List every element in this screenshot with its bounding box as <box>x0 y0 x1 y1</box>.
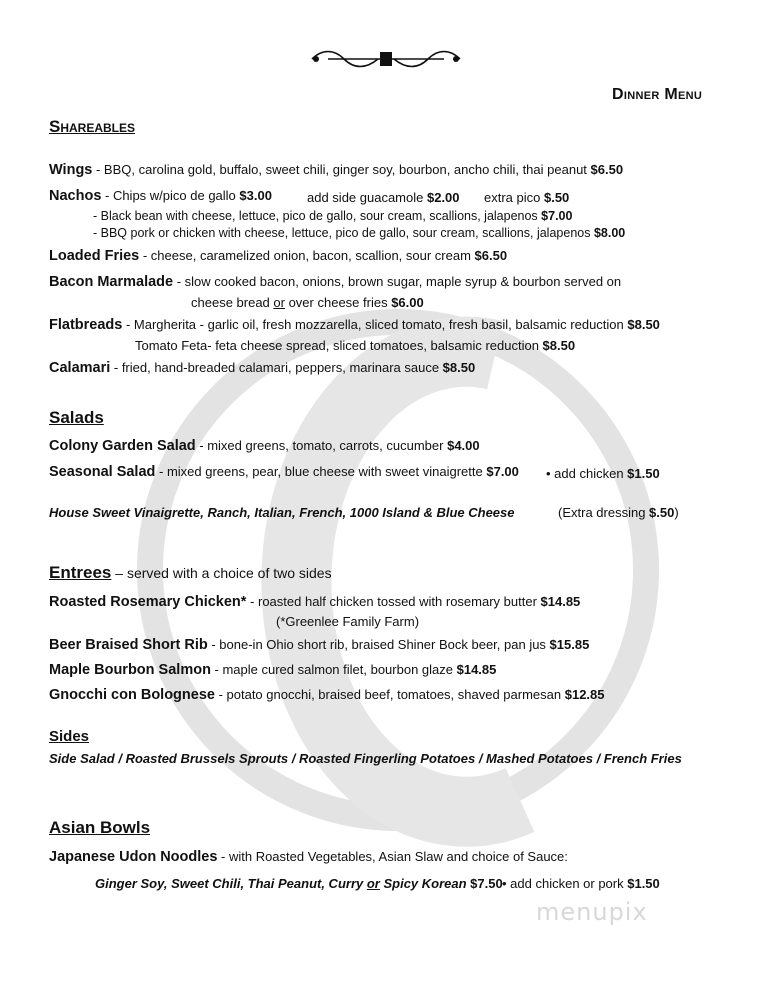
menu-item-loaded-fries <box>49 248 507 264</box>
item-desc: - mixed greens, pear, blue cheese with sweet vinaigrette <box>155 464 487 479</box>
menu-item-wings <box>49 162 623 178</box>
desc-part: over cheese fries <box>284 295 392 310</box>
item-name: Maple Bourbon Salmon <box>49 662 211 678</box>
addon-label: • add chicken <box>546 466 628 481</box>
nachos-guac <box>307 190 460 205</box>
item-price: $7.50 <box>470 876 503 891</box>
bbq-price: $8.00 <box>593 226 626 240</box>
item-desc: - Chips w/pico de gallo <box>101 188 240 203</box>
item-name: Gnocchi con Bolognese <box>49 687 215 703</box>
item-name: Bacon Marmalade <box>49 274 174 290</box>
item-name: Wings <box>49 162 93 178</box>
item-desc: - mixed greens, tomato, carrots, cucumber <box>195 438 448 453</box>
sauces-or: or <box>366 876 380 891</box>
item-price: $8.50 <box>627 317 660 332</box>
menu-item-calamari <box>49 360 475 376</box>
desc-part: cheese bread <box>191 295 274 310</box>
menu-item-short-rib <box>49 637 589 653</box>
desc-or: or <box>273 295 285 310</box>
item-desc: - potato gnocchi, braised beef, tomatoes, shaved parmesan <box>214 687 565 702</box>
extra-close: ) <box>674 505 679 520</box>
udon-addon <box>502 876 660 891</box>
item-name: Roasted Rosemary Chicken* <box>49 594 247 610</box>
menu-item-udon <box>49 849 568 865</box>
item-desc: - roasted half chicken tossed with rosemary butter <box>246 594 541 609</box>
item-price: $8.50 <box>542 338 576 353</box>
ornament-divider <box>308 44 464 74</box>
section-heading-sides: Sides <box>49 728 90 745</box>
flatbread-tomato-feta <box>135 338 575 353</box>
addon-price: $1.50 <box>627 876 660 891</box>
item-desc: - bone-in Ohio short rib, braised Shiner Bock beer, pan jus <box>207 637 550 652</box>
pico-label: extra pico <box>484 190 544 205</box>
menupix-logo: menupix <box>536 898 648 926</box>
item-desc: - fried, hand-breaded calamari, peppers, marinara sauce <box>110 360 443 375</box>
extra-dressing <box>558 505 679 520</box>
extra-label: (Extra dressing <box>558 505 650 520</box>
sides-list: Side Salad / Roasted Brussels Sprouts / Roasted Fingerling Potatoes / Mashed Potatoes / French Fries <box>49 751 682 766</box>
item-desc: - slow cooked bacon, onions, brown sugar, maple syrup & bourbon served on <box>173 274 622 289</box>
section-heading-entrees-row <box>49 563 332 583</box>
item-price: $6.50 <box>590 162 624 177</box>
nachos-bean <box>93 209 572 223</box>
seasonal-addon <box>546 466 660 481</box>
item-price: $7.00 <box>486 464 519 479</box>
bean-price: $7.00 <box>541 209 573 223</box>
udon-sauces <box>95 876 503 891</box>
item-name: Beer Braised Short Rib <box>49 637 208 653</box>
menu-item-flatbreads <box>49 317 660 333</box>
item-name: Colony Garden Salad <box>49 438 196 454</box>
item-name: Japanese Udon Noodles <box>49 849 218 865</box>
item-desc: - maple cured salmon filet, bourbon glaze <box>210 662 457 677</box>
item-name: Nachos <box>49 188 102 204</box>
dressings: House Sweet Vinaigrette, Ranch, Italian, French, 1000 Island & Blue Cheese <box>49 505 515 520</box>
item-name: Flatbreads <box>49 317 123 333</box>
chicken-note: (*Greenlee Family Farm) <box>276 614 420 629</box>
section-heading-entrees: Entrees <box>49 563 112 582</box>
menu-item-gnocchi <box>49 687 605 703</box>
guac-price: $2.00 <box>426 190 460 205</box>
addon-price: $1.50 <box>627 466 660 481</box>
menu-item-nachos <box>49 188 272 204</box>
item-price: $8.50 <box>442 360 476 375</box>
page-title: Dinner Menu <box>612 86 703 103</box>
entrees-subtitle: – served with a choice of two sides <box>111 565 332 581</box>
item-desc: - cheese, caramelized onion, bacon, scallion, sour cream <box>139 248 475 263</box>
item-desc: - BBQ, carolina gold, buffalo, sweet chili, ginger soy, bourbon, ancho chili, thai peanut <box>92 162 591 177</box>
item-price: $15.85 <box>549 637 590 652</box>
menu-item-bacon-marmalade <box>49 274 621 290</box>
item-name: Loaded Fries <box>49 248 140 264</box>
sauces: Ginger Soy, Sweet Chili, Thai Peanut, Curry <box>95 876 367 891</box>
addon-label: • add chicken or pork <box>502 876 628 891</box>
bacon-marmalade-line2 <box>191 295 424 310</box>
nachos-pico <box>484 190 569 205</box>
nachos-bbq <box>93 226 625 240</box>
dressing-list <box>49 505 515 520</box>
item-desc: Tomato Feta- feta cheese spread, sliced tomatoes, balsamic reduction <box>135 338 543 353</box>
pico-price: $.50 <box>543 190 570 205</box>
extra-price: $.50 <box>649 505 675 520</box>
item-desc: - Margherita - garlic oil, fresh mozzarella, sliced tomato, fresh basil, balsamic reduction <box>122 317 628 332</box>
menu-item-salmon <box>49 662 496 678</box>
item-name: Seasonal Salad <box>49 464 156 480</box>
menu-item-rosemary-chicken <box>49 594 580 610</box>
section-heading-salads: Salads <box>49 408 104 427</box>
section-heading-shareables: Shareables <box>49 117 136 136</box>
menu-item-seasonal-salad <box>49 464 519 480</box>
item-price: $6.50 <box>474 248 508 263</box>
guac-label: add side guacamole <box>307 190 427 205</box>
bean-desc: - Black bean with cheese, lettuce, pico de gallo, sour cream, scallions, jalapenos <box>93 209 542 223</box>
item-price: $6.00 <box>391 295 424 310</box>
item-price: $4.00 <box>447 438 480 453</box>
section-heading-asian-bowls: Asian Bowls <box>49 818 151 837</box>
item-name: Calamari <box>49 360 111 376</box>
item-price: $14.85 <box>540 594 581 609</box>
bbq-desc: - BBQ pork or chicken with cheese, lettuce, pico de gallo, sour cream, scallions, jalapenos <box>93 226 594 240</box>
item-price: $12.85 <box>564 687 605 702</box>
item-desc: - with Roasted Vegetables, Asian Slaw and choice of Sauce: <box>217 849 568 864</box>
menu-item-garden-salad <box>49 438 480 454</box>
item-price: $3.00 <box>239 188 272 203</box>
item-price: $14.85 <box>456 662 497 677</box>
sauces: Spicy Korean <box>379 876 471 891</box>
